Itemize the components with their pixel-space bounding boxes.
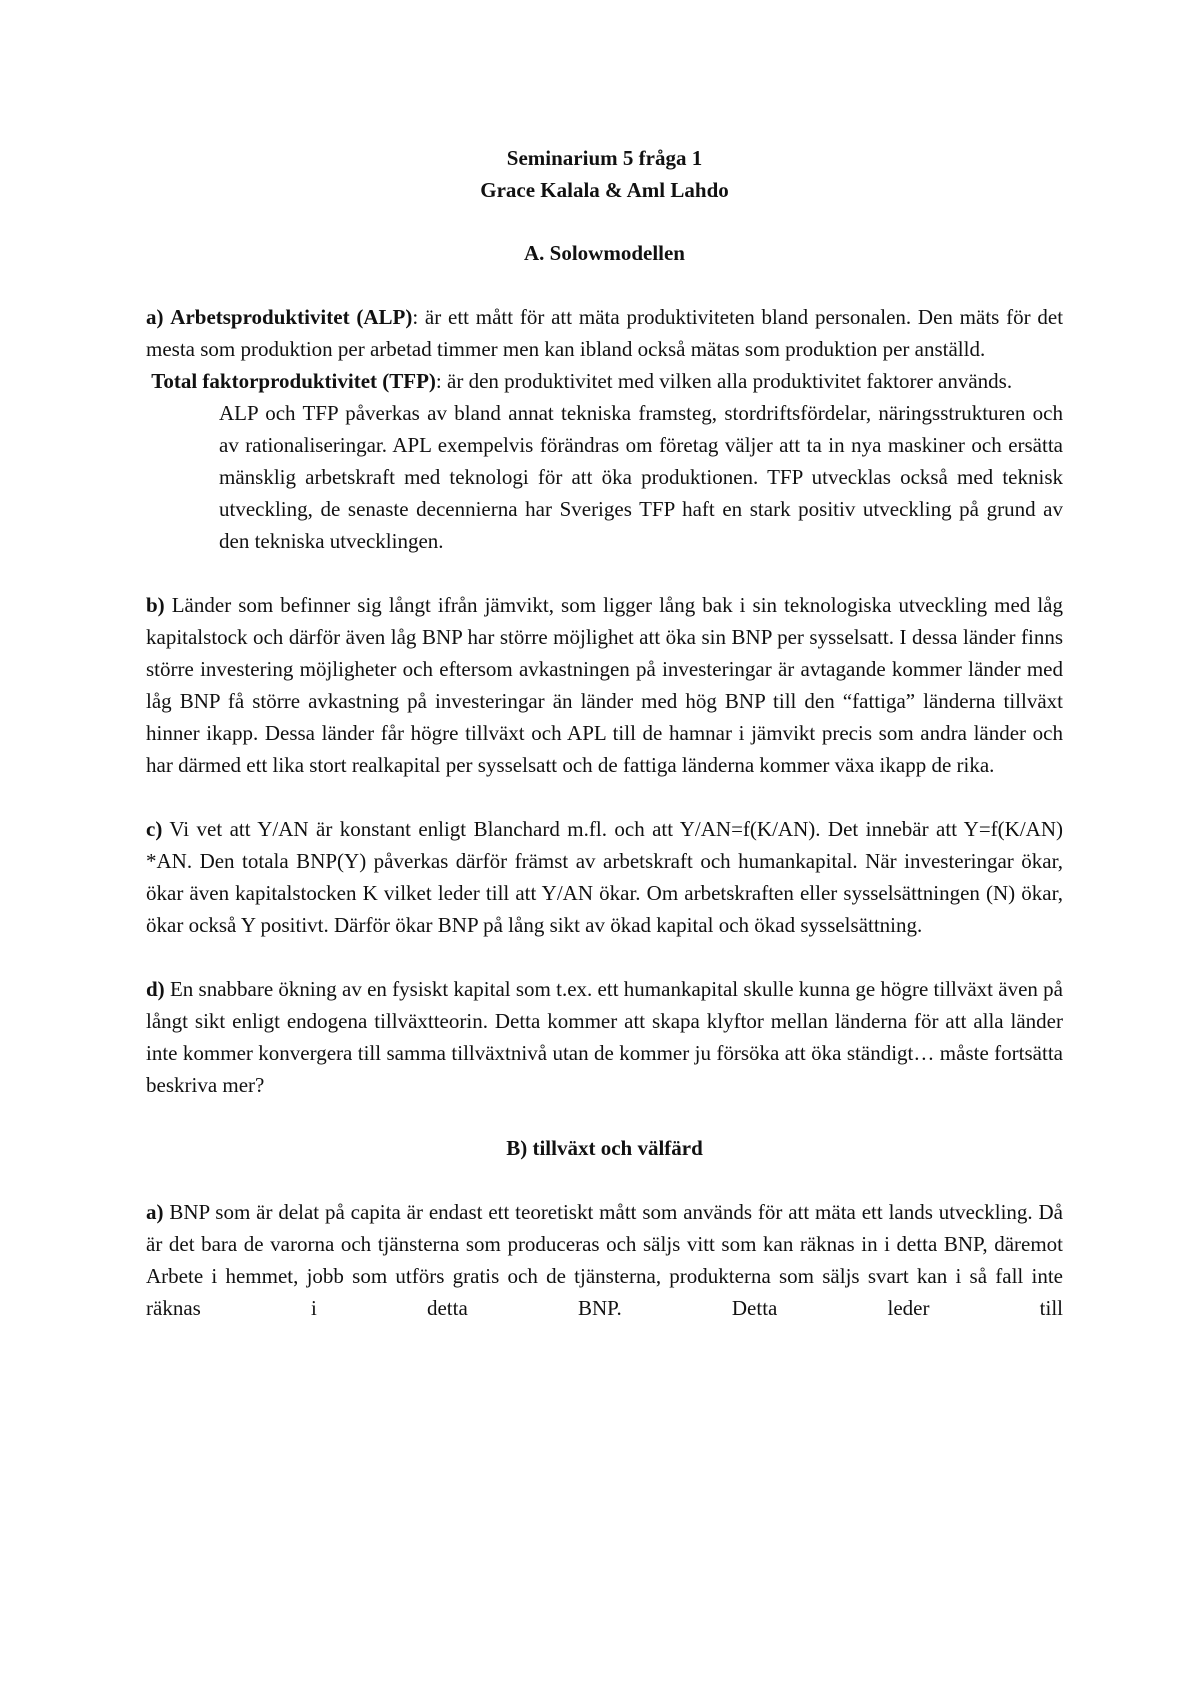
label-b-a: a) — [146, 1200, 164, 1224]
label-a: a) — [146, 305, 164, 329]
text-alp: : är ett mått för att mäta produktiviteten bland personalen. Den mäts för det mesta som produktion per arbetad timmer men kan ibland också mätas som produktion per anställd. — [146, 305, 1064, 361]
paragraph-d — [146, 973, 1063, 1101]
term-tfp: Total faktorproduktivitet (TFP) — [151, 369, 436, 393]
label-b: b) — [146, 593, 165, 617]
label-d: d) — [146, 977, 165, 1001]
text-tfp: : är den produktivitet med vilken alla produktivitet faktorer används. — [435, 369, 1013, 393]
label-c: c) — [146, 817, 163, 841]
document-authors: Grace Kalala & Aml Lahdo — [480, 178, 729, 202]
section-b-heading: B) tillväxt och välfärd — [506, 1136, 703, 1160]
text-c: Vi vet att Y/AN är konstant enligt Blanchard m.fl. och att Y/AN=f(K/AN). Det innebär att Y=f(K/AN) *AN. Den totala BNP(Y) påverkas därför främst av arbetskraft och humankapital. När investeringar ökar, ökar även kapitalstocken K vilket leder till att Y/AN ökar. Om arbetskraften eller sysselsättningen (N) ökar, ökar också Y positivt. Därför ökar BNP på lång sikt av ökad kapital och ökad sysselsättning. — [146, 817, 1063, 937]
section-a-heading: A. Solowmodellen — [523, 241, 685, 265]
text-d: En snabbare ökning av en fysiskt kapital som t.ex. ett humankapital skulle kunna ge högre tillväxt även på långt sikt enligt endogena tillväxtteorin. Detta kommer att skapa klyftor mellan länderna för att alla länder inte kommer konvergera till samma tillväxtnivå utan de kommer ju försöka att öka ständigt… måste fortsätta beskriva mer? — [146, 977, 1063, 1097]
document-title: Seminarium 5 fråga 1 — [506, 146, 703, 170]
document-body — [146, 142, 1063, 1324]
paragraph-a-alp — [146, 301, 1063, 365]
paragraph-indented: ALP och TFP påverkas av bland annat tekniska framsteg, stordriftsfördelar, näringsstrukturen och av rationaliseringar. APL exempelvis förändras om företag väljer att ta in nya maskiner och ersätta mänsklig arbetskraft med teknologi för att öka produktionen. TFP utvecklas också med teknisk utveckling, de senaste decennierna har Sveriges TFP haft en stark positiv utveckling på grund av den tekniska utvecklingen. — [219, 401, 1063, 553]
paragraph-b — [146, 589, 1063, 781]
term-alp: Arbetsproduktivitet (ALP) — [170, 305, 413, 329]
paragraph-tfp — [146, 365, 1063, 397]
paragraph-b-a — [146, 1196, 1063, 1324]
paragraph-c — [146, 813, 1063, 941]
text-b: Länder som befinner sig långt ifrån jämvikt, som ligger lång bak i sin teknologiska utveckling med låg kapitalstock och därför även låg BNP har större möjlighet att öka sin BNP per sysselsatt. I dessa länder finns större investering möjligheter och eftersom avkastningen på investeringar är avtagande kommer länder med låg BNP få större avkastning på investeringar än länder med hög BNP till den “fattiga” länderna tillväxt hinner ikapp. Dessa länder får högre tillväxt och APL till de hamnar i jämvikt precis som andra länder och har därmed ett lika stort realkapital per sysselsatt och de fattiga länderna kommer växa ikapp de rika. — [146, 593, 1063, 777]
text-b-a: BNP som är delat på capita är endast ett teoretiskt mått som används för att mäta ett lands utveckling. Då är det bara de varorna och tjänsterna som produceras och säljs vitt som kan räknas in i detta BNP, däremot Arbete i hemmet, jobb som utförs gratis och de tjänsterna, produkterna som säljs svart kan i så fall inte räknas i detta BNP. Detta leder till — [146, 1200, 1063, 1320]
